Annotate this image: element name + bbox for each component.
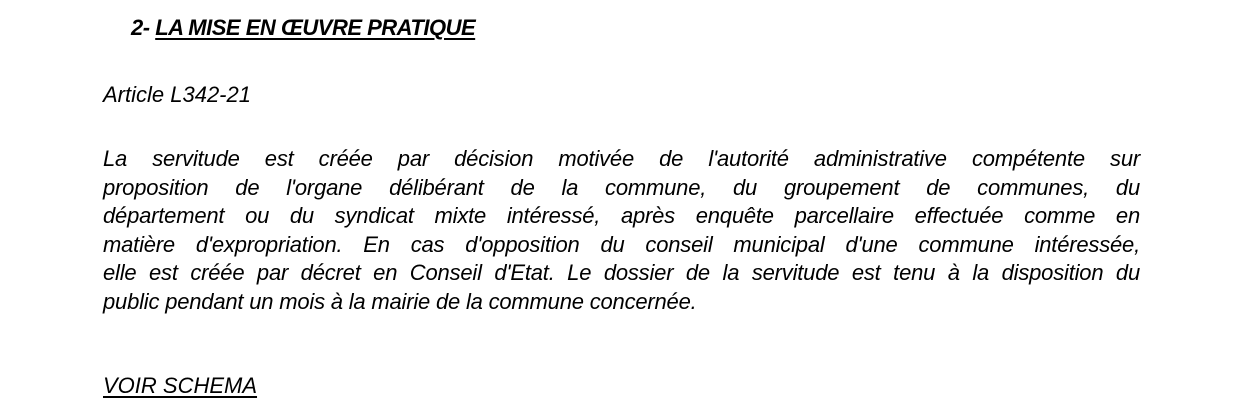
article-line-6: public pendant un mois à la mairie de la commune concernée.: [103, 288, 697, 314]
article-line-3: département ou du syndicat mixte intéressé, après enquête parcellaire effectuée comme en: [103, 203, 1140, 228]
section-heading: [131, 14, 475, 42]
section-title: LA MISE EN ŒUVRE PRATIQUE: [155, 15, 476, 40]
article-line-5: elle est créée par décret en Conseil d'Etat. Le dossier de la servitude est tenu à la disposition du: [103, 260, 1140, 285]
article-body: [103, 145, 1140, 316]
article-line-2: proposition de l'organe délibérant de la commune, du groupement de communes, du: [103, 174, 1140, 200]
article-reference: Article L342-21: [103, 82, 251, 107]
article-line-1: La servitude est créée par décision motivée de l'autorité administrative compétente sur: [103, 146, 1140, 171]
article-line-4: matière d'expropriation. En cas d'opposition du conseil municipal d'une commune intéressée,: [103, 231, 1140, 257]
see-schema-link[interactable]: VOIR SCHEMA: [103, 373, 258, 398]
section-number: 2-: [131, 15, 150, 40]
